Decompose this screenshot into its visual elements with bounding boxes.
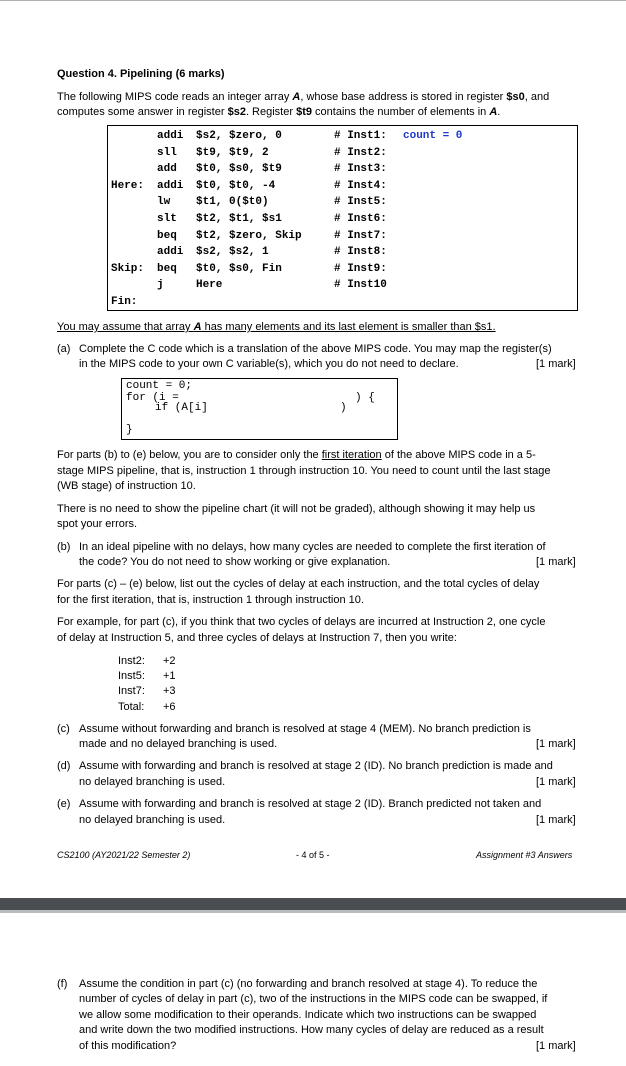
code-args-8: $s2, $s2, 1	[196, 246, 269, 259]
part-f-mark: [1 mark]	[536, 1040, 576, 1052]
code-op-4: addi	[157, 179, 184, 192]
question-title: Question 4. Pipelining (6 marks)	[57, 68, 225, 80]
code-op-6: slt	[157, 213, 177, 225]
part-b-line-2: the code? You do not need to show working or give explanation.	[79, 556, 391, 568]
part-b-line-1: In an ideal pipeline with no delays, how many cycles are needed to complete the first iteration of	[79, 541, 546, 553]
code-comment-9: # Inst9:	[334, 262, 387, 275]
part-a-mark: [1 mark]	[536, 358, 576, 370]
para3-line-2: for the first iteration, that is, instruction 1 through instruction 10.	[57, 594, 364, 606]
part-e-line-1: Assume with forwarding and branch is resolved at stage 2 (ID). Branch predicted not taken and	[79, 798, 542, 810]
part-d-label: (d)	[57, 760, 71, 772]
code-args-10: Here	[196, 279, 223, 292]
code-comment-2: # Inst2:	[334, 146, 387, 159]
code-comment-3: # Inst3:	[334, 163, 387, 176]
example-name-1: Inst2:	[118, 655, 145, 667]
part-e-line-2: no delayed branching is used.	[79, 814, 226, 826]
intro-line-2: computes some answer in register $s2. Register $t9 contains the number of elements in A.	[57, 106, 501, 118]
para4-line-1: For example, for part (c), if you think that two cycles of delays are incurred at Instruction 2, one cycle	[57, 616, 546, 628]
code-op-3: add	[157, 163, 177, 176]
example-value-2: +1	[163, 670, 176, 682]
page-top-border	[0, 0, 626, 1]
code-comment-1: # Inst1:	[334, 130, 387, 142]
code-note-1: count = 0	[403, 130, 463, 142]
code-comment-4: # Inst4:	[334, 179, 387, 192]
example-value-1: +2	[163, 655, 176, 667]
part-e-mark: [1 mark]	[536, 814, 576, 826]
code-label-here: Here:	[111, 179, 145, 192]
code-label-fin: Fin:	[111, 296, 138, 308]
para4-line-2: of delay at Instruction 5, and three cycles of delays at Instruction 7, then you write:	[57, 632, 457, 644]
c-code-line-2a: for (i =	[126, 392, 179, 404]
part-c-label: (c)	[57, 723, 70, 735]
part-f-line-3: we allow some modification to their operands. Indicate which two instructions can be swapped	[79, 1009, 537, 1021]
code-op-7: beq	[157, 229, 177, 242]
assumption-text: You may assume that array A has many elements and its last element is smaller than $s1.	[57, 321, 496, 333]
c-code-line-3a: if (A[i]	[155, 402, 208, 414]
part-e-label: (e)	[57, 798, 71, 810]
code-comment-8: # Inst8:	[334, 246, 387, 259]
code-args-4: $t0, $t0, -4	[196, 179, 276, 192]
part-c-mark: [1 mark]	[536, 738, 576, 750]
page-separator	[0, 898, 626, 910]
code-comment-10: # Inst10	[334, 279, 387, 292]
intro-line-1: The following MIPS code reads an integer array A, whose base address is stored in register $s0, and	[57, 91, 550, 103]
part-a-line-1: Complete the C code which is a translation of the above MIPS code. You may map the register(s)	[79, 343, 552, 355]
part-a-label: (a)	[57, 343, 71, 355]
para3-line-1: For parts (c) – (e) below, list out the cycles of delay at each instruction, and the total cycles of delay	[57, 578, 540, 590]
c-code-close: }	[126, 424, 133, 436]
example-name-3: Inst7:	[118, 685, 145, 697]
c-code-line-3b: )	[340, 402, 347, 414]
code-args-7: $t2, $zero, Skip	[196, 229, 302, 242]
code-comment-5: # Inst5:	[334, 196, 387, 209]
code-args-9: $t0, $s0, Fin	[196, 262, 282, 275]
code-op-10: j	[157, 279, 164, 292]
para2-line-1: There is no need to show the pipeline chart (it will not be graded), although showing it may help us	[57, 503, 536, 515]
part-b-label: (b)	[57, 541, 71, 553]
c-code-line-2b: ) {	[355, 392, 375, 404]
footer-left: CS2100 (AY2021/22 Semester 2)	[57, 850, 191, 860]
code-op-5: lw	[157, 196, 171, 209]
part-f-line-1: Assume the condition in part (c) (no forwarding and branch resolved at stage 4). To reduce the	[79, 978, 538, 990]
code-op-1: addi	[157, 130, 184, 142]
code-args-2: $t9, $t9, 2	[196, 146, 269, 159]
example-value-3: +3	[163, 685, 176, 697]
part-d-mark: [1 mark]	[536, 776, 576, 788]
footer-right: Assignment #3 Answers	[476, 850, 573, 860]
code-op-9: beq	[157, 262, 177, 275]
part-f-label: (f)	[57, 978, 68, 990]
example-name-4: Total:	[118, 701, 145, 713]
part-c-line-2: made and no delayed branching is used.	[79, 738, 278, 750]
example-value-4: +6	[163, 701, 176, 713]
part-b-mark: [1 mark]	[536, 556, 576, 568]
part-a-line-2: in the MIPS code to your own C variable(s), which you do not need to declare.	[79, 358, 459, 370]
part-f-line-4: and write down the two modified instructions. How many cycles of delay are reduced as a result	[79, 1024, 544, 1036]
c-code-line-1: count = 0;	[126, 380, 193, 392]
example-name-2: Inst5:	[118, 670, 145, 682]
part-f-line-2: number of cycles of delay in part (c), two of the instructions in the MIPS code can be swapped, if	[79, 993, 548, 1005]
page-separator-shadow	[0, 910, 626, 913]
code-op-8: addi	[157, 246, 184, 259]
code-comment-6: # Inst6:	[334, 213, 387, 225]
code-op-2: sll	[157, 146, 177, 159]
para1-line-3: (WB stage) of instruction 10.	[57, 480, 196, 492]
para1-line-1: For parts (b) to (e) below, you are to consider only the first iteration of the above MIPS code in a 5-	[57, 449, 536, 461]
code-args-1: $s2, $zero, 0	[196, 130, 282, 142]
para1-line-2: stage MIPS pipeline, that is, instruction 1 through instruction 10. You need to count until the last stage	[57, 465, 551, 477]
code-label-skip: Skip:	[111, 262, 145, 275]
footer-center: - 4 of 5 -	[296, 850, 330, 860]
code-args-6: $t2, $t1, $s1	[196, 213, 282, 225]
part-d-line-2: no delayed branching is used.	[79, 776, 226, 788]
code-args-5: $t1, 0($t0)	[196, 196, 269, 209]
code-args-3: $t0, $s0, $t9	[196, 163, 282, 176]
part-d-line-1: Assume with forwarding and branch is resolved at stage 2 (ID). No branch prediction is made and	[79, 760, 553, 772]
para2-line-2: spot your errors.	[57, 518, 138, 530]
part-f-line-5: of this modification?	[79, 1040, 177, 1052]
part-c-line-1: Assume without forwarding and branch is resolved at stage 4 (MEM). No branch prediction is	[79, 723, 531, 735]
code-comment-7: # Inst7:	[334, 229, 387, 242]
